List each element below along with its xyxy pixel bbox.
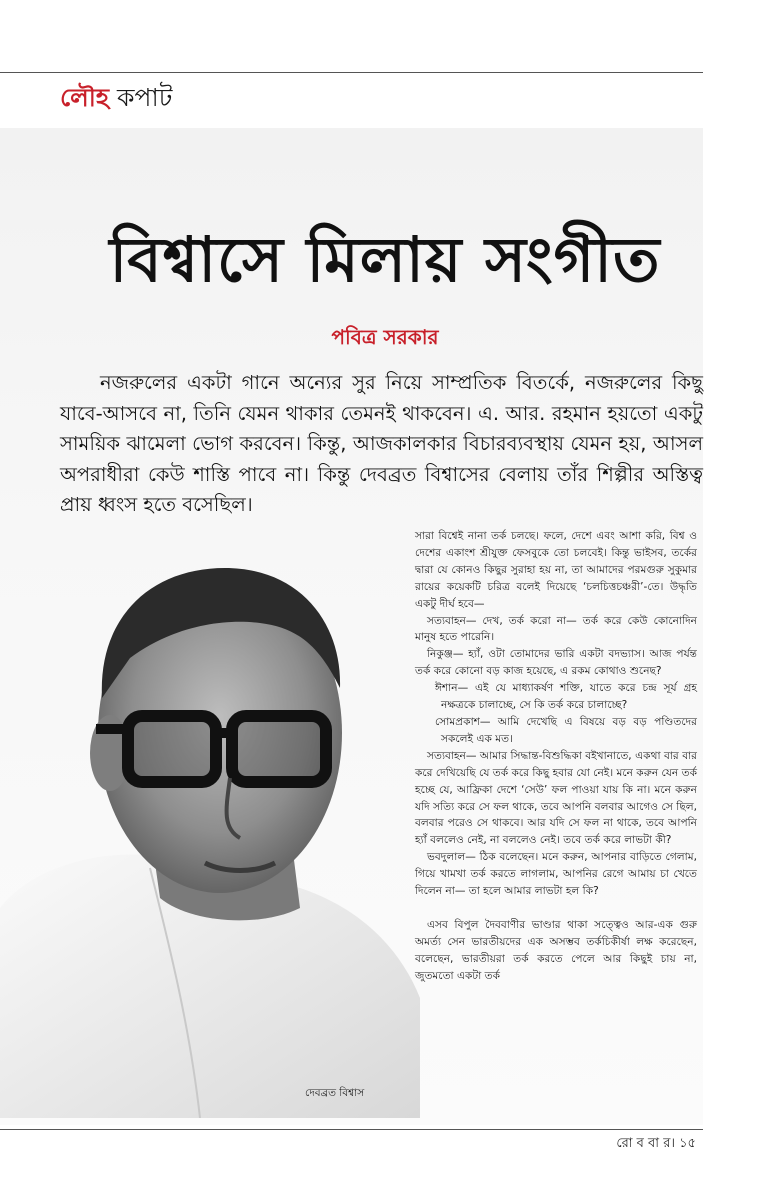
top-rule (0, 72, 703, 73)
photo-caption: দেবব্রত বিশ্বাস (305, 1087, 365, 1099)
article-author: পবিত্র সরকার (331, 325, 439, 349)
body-paragraph: সত্যবাহন— দেখ, তর্ক করো না— তর্ক করে কেউ কোনোদিন মানুষ হতে পারেনি। (415, 614, 697, 644)
section-label-black: কপাট (117, 83, 173, 112)
bottom-rule (0, 1129, 703, 1130)
section-label-red: লৌহ (60, 83, 110, 112)
body-paragraph: সোমপ্রকাশ— আমি দেখেছি এ বিষয়ে বড় বড় পণ্ডিতদের সকলেই এক মত। (435, 715, 697, 745)
article-intro: নজরুলের একটা গানে অন্যের সুর নিয়ে সাম্প্রতিক বিতর্কে, নজরুলের কিছু যাবে-আসবে না, তিনি যেমন থাকার তেমনই থাকবেন। এ. আর. রহমান হয়তো একটু সাময়িক ঝামেলা ভোগ করবেন। কিন্তু, আজকালকার বিচারব্যবস্থায় যেমন হয়, আসল অপরাধীরা কেউ শাস্তি পাবে না। কিন্তু দেবব্রত বিশ্বাসের বেলায় তাঁর শিল্পীর অস্তিত্ব প্রায় ধ্বংস হতে বসেছিল। (60, 371, 703, 516)
article-title: বিশ্বাসে মিলায় সংগীত (109, 223, 661, 296)
body-paragraph: নিকুঞ্জ— হ্যাঁ, ওটা তোমাদের ভারি একটা বদভ্যাস। আজ পর্যন্ত তর্ক করে কোনো বড় কাজ হয়েছে, এ রকম কোথাও শুনেছ? (415, 648, 697, 678)
article-body-column (415, 528, 697, 985)
section-header (60, 82, 172, 114)
page-folio: রো ব বা র। ১৫ (616, 1136, 696, 1151)
body-paragraph: ভবদুলাল— ঠিক বলেছেন। মনে করুন, আপনার বাড়িতে গেলাম, গিয়ে খামখা তর্ক করতে লাগলাম, আপনির রেগে আমায় চা খেতে দিলেন না— তা হলে আমার লাভটা হল কি? (415, 851, 697, 898)
body-paragraph: সত্যবাহন— আমার সিদ্ধান্ত-বিশুদ্ধিকা বইখানাতে, একথা বার বার করে দেখিয়েছি যে তর্ক করে কিছু হবার যো নেই। মনে করুন যেন তর্ক হচ্ছে যে, আফ্রিকা দেশে ‘সেউ’ ফল পাওয়া যায় কি না। মনে করুন যদি সত্যি করে সে ফল থাকে, তবে আপনি বলবার আগেও সে ছিল, বলবার পরেও সে থাকবে। আর যদি সে ফল না থাকে, তবে আপনি হ্যাঁ বললেও নেই, না বললেও নেই। তবে তর্ক করে লাভটা কী? (415, 749, 697, 847)
paragraph-gap (415, 900, 697, 917)
body-paragraph: ঈশান— এই যে মাধ্যাকর্ষণ শক্তি, যাতে করে চন্দ্র সূর্য গ্রহ নক্ষত্রকে চালাচ্ছে, সে কি তর্ক করে চালাচ্ছে? (435, 682, 697, 712)
body-paragraph: এসব বিপুল দৈববাণীর ভাণ্ডার থাকা সত্ত্বেও আর-এক গুরু অমর্ত্য সেন ভারতীয়দের এক অসম্ভব তর্কচিকীর্ষা লক্ষ করেছেন, বলেছেন, ভারতীয়রা তর্ক করতে পেলে আর কিছুই চায় না, জুতমতো একটা তর্ক (415, 918, 697, 982)
portrait-illustration (0, 528, 420, 1118)
body-paragraph: সারা বিশ্বেই নানা তর্ক চলছে। ফলে, দেশে এবং আশা করি, বিশ্ব ও দেশের একাংশ শ্রীযুক্ত ফেসবুকে তো চলবেই। কিন্তু ভাইসব, তর্কের দ্বারা যে কোনও কিছুর সুরাহা হয় না, তা আমাদের পরমগুরু সুকুমার রায়ের কয়েকটি চরিত্র বলেই দিয়েছে ‘চলচিত্তচঞ্চরী’-তে। উদ্ধৃতি একটু দীর্ঘ হবে— (415, 530, 697, 610)
portrait-photo (0, 528, 420, 1118)
